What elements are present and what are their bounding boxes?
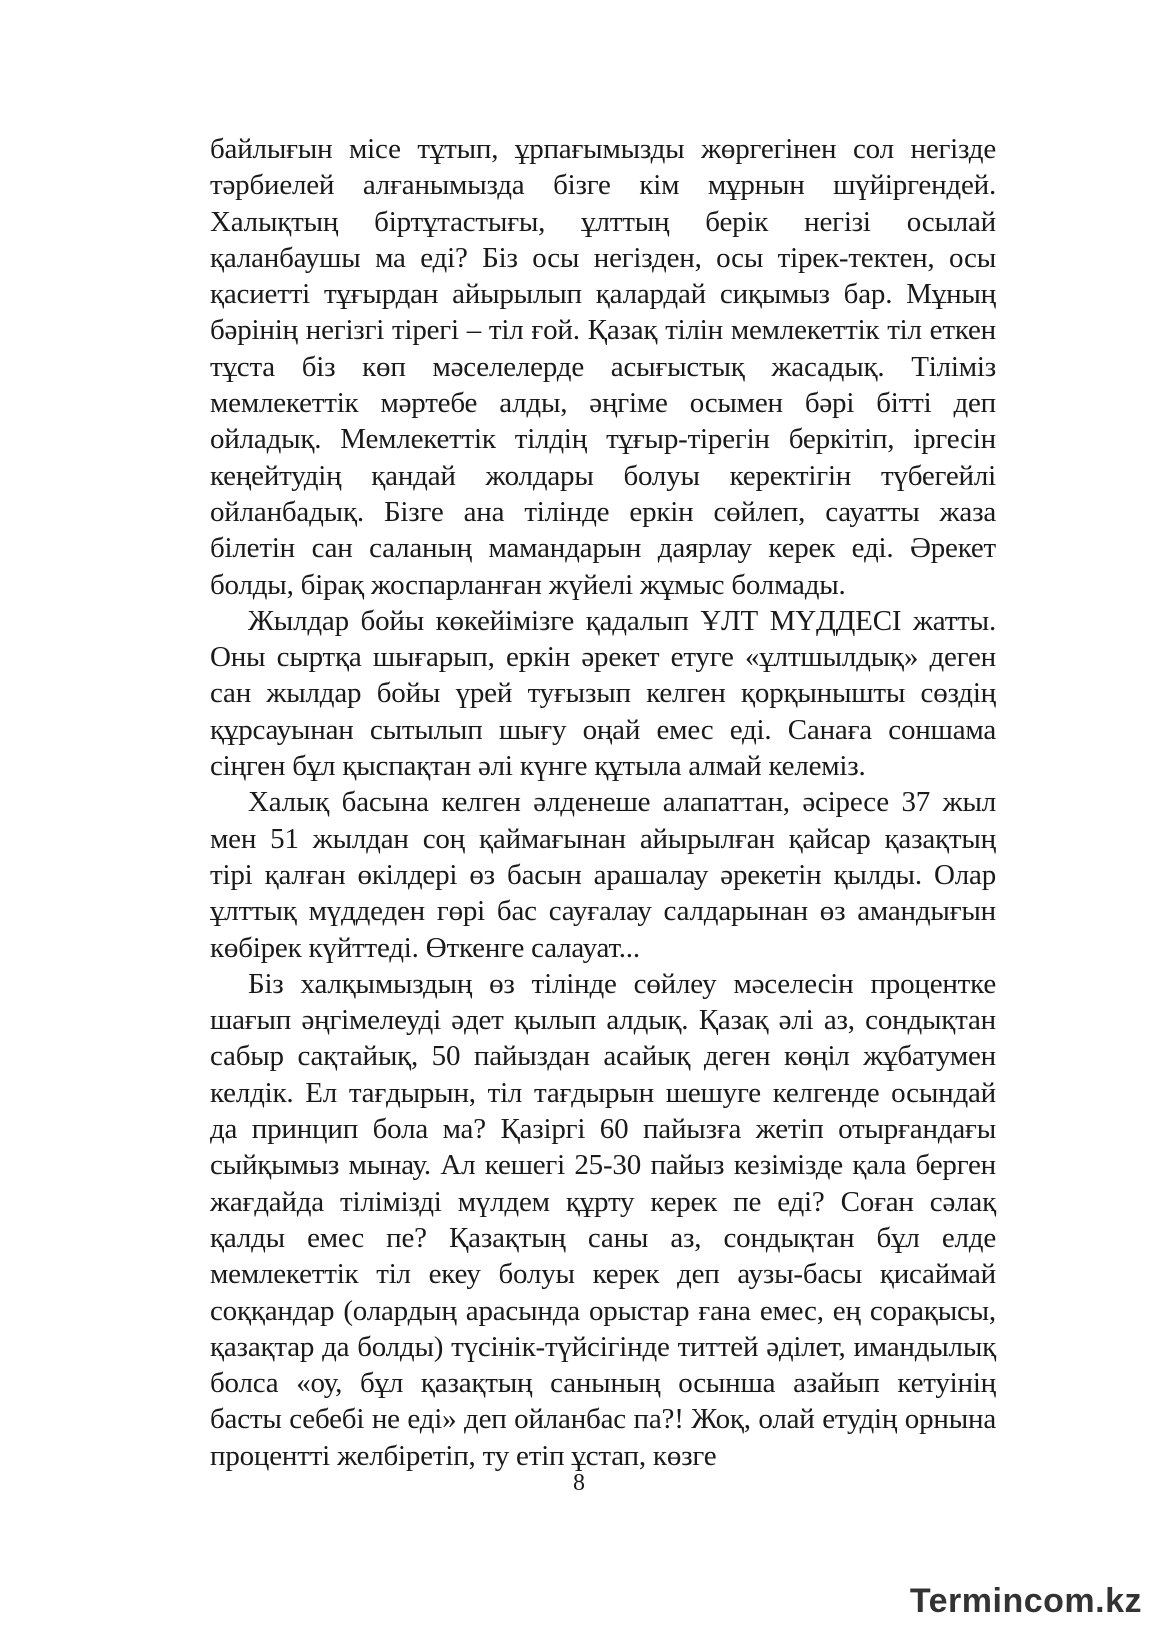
paragraph: Халық басына келген әлденеше алапаттан, әсіресе 37 жыл мен 51 жылдан соң қаймағынан айырылған қайсар қазақтың тірі қалған өкілдері өз басын арашалау әрекетін қылды. Олар ұлттық мүддеден гөрі бас сауғалау салдарынан өз амандығын көбірек күйттеді. Өткенге салауат... <box>210 786 996 964</box>
paragraph: Біз халқымыздың өз тілінде сөйлеу мәселесін процентке шағып әңгімелеуді әдет қылып алдық. Қазақ әлі аз, сондықтан сабыр сақтайық, 50 пайыздан асайық деген көңіл жұбатумен келдік. Ел тағдырын, тіл тағдырын шешуге келгенде осындай да принцип бола ма? Қазіргі 60 пайызға жетіп отырғандағы сыйқымыз мынау. Ал кешегі 25-30 пайыз кезімізде қала берген жағдайда тілімізді мүлдем құрту керек пе еді? Соған сәлақ қалды емес пе? Қазақтың саны аз, сондықтан бұл елде мемлекеттік тіл екеу болуы керек деп аузы-басы қисаймай соққандар (олардың арасында орыстар ғана емес, ең сорақысы, қазақтар да болды) түсінік-түйсігінде титтей әділет, имандылық болса «оу, бұл қазақтың санының осынша азайып кетуінің басты себебі не еді» деп ойланбас па?! Жоқ, олай етудің орнына процентті желбіретіп, ту етіп ұстап, көзге <box>210 967 996 1472</box>
watermark-logo <box>910 1582 1142 1621</box>
watermark-text: Termincom.kz <box>909 1582 1142 1620</box>
body-text <box>210 131 996 1474</box>
paragraph: байлығын місе тұтып, ұрпағымызды жөргегінен сол негізде тәрбиелей алғанымызда бізге кім мұрнын шүйіргендей. Халықтың біртұтастығы, ұлттың берік негізі осылай қаланбаушы ма еді? Біз осы негізден, осы тірек-тектен, осы қасиетті тұғырдан айырылып қалардай сиқымыз бар. Мұның бәрінің негізгі тірегі – тіл ғой. Қазақ тілін мемлекеттік тіл еткен тұста біз көп мәселелерде асығыстық жасадық. Тіліміз мемлекеттік мәртебе алды, әңгіме осымен бәрі бітті деп ойладық. Мемлекеттік тілдің тұғыр-тірегін беркітіп, іргесін кеңейтудің қандай жолдары болуы керектігін түбегейлі ойланбадық. Бізге ана тілінде еркін сөйлеп, сауатты жаза білетін сан саланың мамандарын даярлау керек еді. Әрекет болды, бірақ жоспарланған жүйелі жұмыс болмады. <box>210 133 996 601</box>
page-number: 8 <box>573 1470 585 1496</box>
paragraph: Жылдар бойы көкейімізге қадалып ҰЛТ МҮДДЕСІ жатты. Оны сыртқа шығарып, еркін әрекет етуге «ұлтшылдық» деген сан жылдар бойы үрей туғызып келген қорқынышты сөздің құрсауынан сытылып шығу оңай емес еді. Санаға соншама сіңген бұл қыспақтан әлі күнге құтыла алмай келеміз. <box>210 604 996 783</box>
